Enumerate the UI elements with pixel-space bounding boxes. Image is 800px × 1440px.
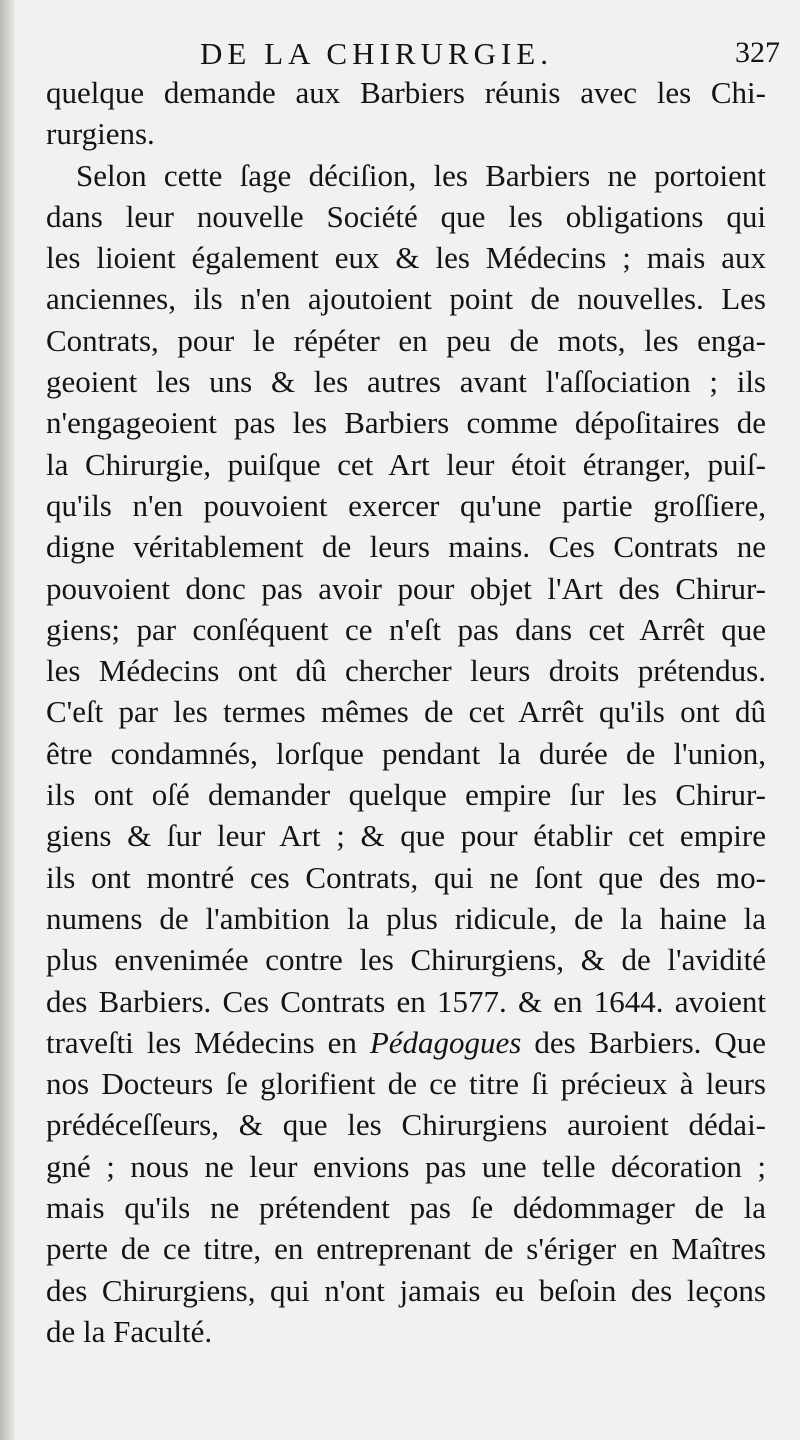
- text-line: C'eſt par les termes mêmes de cet Arrêt qu'ils ont dû: [46, 694, 766, 730]
- text-line: les Médecins ont dû chercher leurs droits prétendus.: [46, 653, 766, 689]
- text-line: gné ; nous ne leur envions pas une telle décoration ;: [46, 1148, 766, 1184]
- text-line: la Chirurgie, puiſque cet Art leur étoit étranger, puiſ-: [46, 446, 766, 482]
- text-line: qu'ils n'en pouvoient exercer qu'une partie groſſiere,: [46, 487, 766, 523]
- text-line: des Chirurgiens, qui n'ont jamais eu beſoin des leçons: [46, 1272, 766, 1308]
- text-line: les lioient également eux & les Médecins ; mais aux: [46, 240, 766, 276]
- text-line: nos Docteurs ſe glorifient de ce titre ſi précieux à leurs: [46, 1066, 766, 1102]
- text-line: anciennes, ils n'en ajoutoient point de nouvelles. Les: [46, 281, 766, 317]
- body-text: [46, 72, 766, 1352]
- text-line: de la Faculté.: [46, 1313, 213, 1349]
- text-line: perte de ce titre, en entreprenant de s'ériger en Maîtres: [46, 1231, 766, 1267]
- text-fragment: des Barbiers. Que: [521, 1024, 766, 1060]
- text-line: giens & ſur leur Art ; & que pour établir cet empire: [46, 818, 766, 854]
- page-spine-shadow: [0, 0, 14, 1440]
- text-line-with-italic: [46, 1022, 766, 1063]
- text-line: prédéceſſeurs, & que les Chirurgiens auroient dédai-: [46, 1107, 766, 1143]
- text-line: plus envenimée contre les Chirurgiens, & de l'avidité: [46, 942, 766, 978]
- text-line: mais qu'ils ne prétendent pas ſe dédommager de la: [46, 1190, 766, 1226]
- text-line: Selon cette ſage déciſion, les Barbiers ne portoient: [76, 157, 766, 193]
- text-line: dans leur nouvelle Société que les obligations qui: [46, 198, 766, 234]
- text-fragment: traveſti les Médecins en: [46, 1024, 370, 1060]
- italic-word: Pédagogues: [369, 1024, 522, 1060]
- text-line: geoient les uns & les autres avant l'aſſociation ; ils: [46, 364, 766, 400]
- text-line: giens; par conſéquent ce n'eſt pas dans cet Arrêt que: [46, 611, 766, 647]
- text-line: être condamnés, lorſque pendant la durée de l'union,: [46, 735, 766, 771]
- text-line: ils ont oſé demander quelque empire ſur les Chirur-: [46, 777, 766, 813]
- text-line: ils ont montré ces Contrats, qui ne ſont que des mo-: [46, 859, 766, 895]
- text-line: quelque demande aux Barbiers réunis avec les Chi-: [46, 75, 766, 110]
- text-line: digne véritablement de leurs mains. Ces Contrats ne: [46, 529, 766, 565]
- text-line: Contrats, pour le répéter en peu de mots, les enga-: [46, 322, 766, 358]
- page-number: 327: [735, 36, 780, 69]
- text-line: pouvoient donc pas avoir pour objet l'Art des Chirur-: [46, 570, 766, 606]
- text-line: des Barbiers. Ces Contrats en 1577. & en 1644. avoient: [46, 983, 766, 1019]
- text-line: rurgiens.: [46, 116, 155, 152]
- text-line: n'engageoient pas les Barbiers comme dépoſitaires de: [46, 405, 766, 441]
- text-line: numens de l'ambition la plus ridicule, de la haine la: [46, 900, 766, 936]
- running-title: DE LA CHIRURGIE.: [200, 36, 553, 71]
